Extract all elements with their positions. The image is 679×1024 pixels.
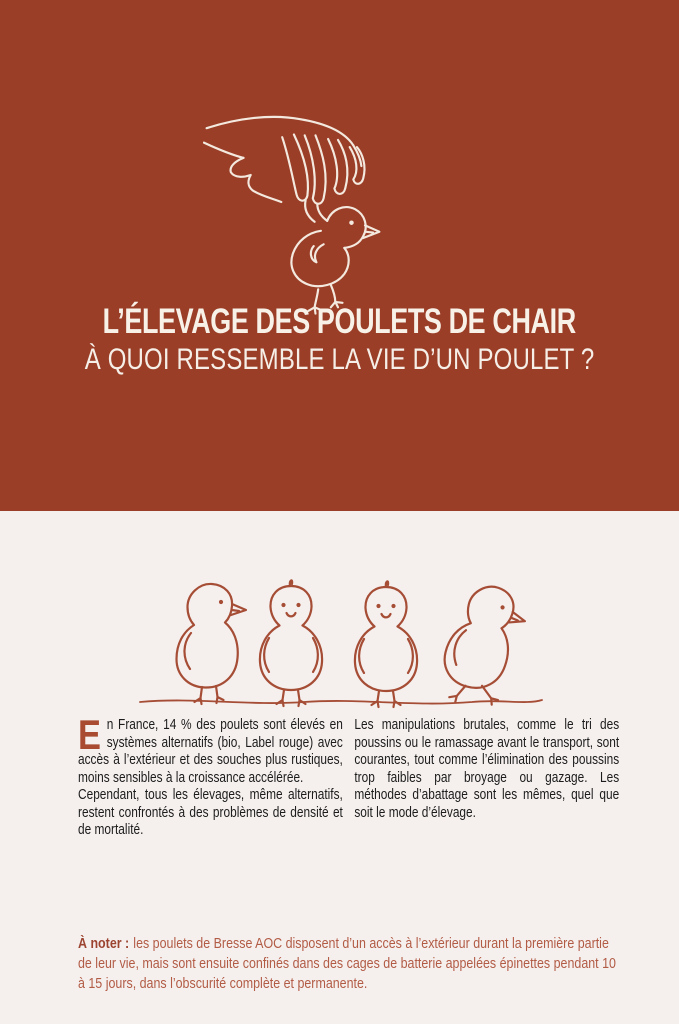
hero-section [0,0,679,511]
chick-frontal-2 [355,581,417,707]
text-column-right [354,717,619,840]
content-section [0,511,679,1024]
page-subtitle-text: À QUOI RESSEMBLE LA VIE D’UN POULET ? [84,343,595,377]
page-title [0,303,679,341]
paragraph-however: Cependant, tous les élevages, même alternatifs, restent confrontés à des problèmes de densité et de mortalité. [78,787,343,838]
page-subtitle [0,343,679,377]
chick-walking [434,579,531,713]
paragraph-intro [78,711,343,787]
hand-holding-chick-illustration [203,112,383,315]
dropcap-letter: E [78,711,101,758]
chick-profile-1 [177,584,247,704]
page-title-text: L’ÉLEVAGE DES POULETS DE CHAIR [102,302,577,342]
chick-frontal-1 [260,580,322,706]
footnote-text: les poulets de Bresse AOC disposent d’un accès à l’extérieur durant la première partie de leur vie, mais sont ensuite confinés dans des cages de batterie appelées épinettes pendant 10 à 15 jours, dans l’obscurité complète et permanente. [78,934,616,992]
paragraph-intro-text: n France, 14 % des poulets sont élevés en systèmes alternatifs (bio, Label rouge) avec accès à l’extérieur et des souches plus rustiques, moins sensibles à la croissance accélérée. [78,717,343,786]
four-chicks-illustration [136,578,546,713]
footnote-label: À noter : [78,934,130,952]
text-column-left [78,711,343,840]
body-text-columns [78,711,620,840]
footnote [78,934,617,994]
paragraph-manipulations: Les manipulations brutales, comme le tri des poussins ou le ramassage avant le transport, sont courantes, tout comme l’élimination des poussins trop faibles par broyage ou gazage. Les méthodes d’abattage sont les mêmes, quel que soit le mode d’élevage. [354,717,620,821]
